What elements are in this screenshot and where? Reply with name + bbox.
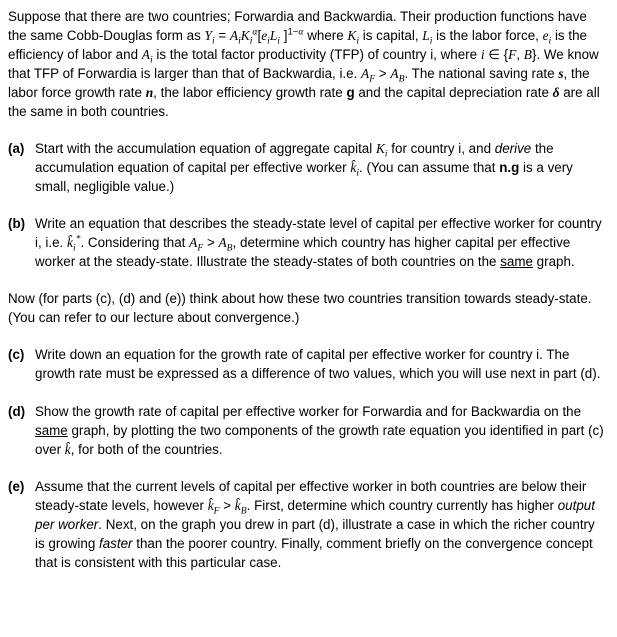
part-b-text: Write an equation that describes the steady-state level of capital per effective worker for country i, i.e. $k̂_i^*$. Considering that $A_F > A_B$, determine which country has higher capital per effective worker at the steady-state. Illustrate the steady-states of both countries on the same graph. [35, 216, 602, 270]
part-e-label: (e) [8, 478, 25, 494]
question-part-c [8, 345, 608, 383]
part-e-text: Assume that the current levels of capital per effective worker in both countries are below their steady-state levels, however $k̂_F$ > $k̂_B$. First, determine which country currently has higher output per worker. Next, on the graph you drew in part (d), illustrate a case in which the richer country is growing faster than the poorer country. Finally, comment briefly on the convergence concept that is consistent with this particular case. [35, 478, 595, 570]
part-d-label: (d) [8, 403, 26, 419]
part-a-text: Start with the accumulation equation of aggregate capital $K_i$ for country i, and derive the accumulation equation of capital per effective worker $k̂_i$. (You can assume that n.g is a very small, negligible value.) [35, 141, 573, 195]
question-part-b [8, 214, 608, 271]
part-b-label: (b) [8, 216, 26, 232]
intro-paragraph: Suppose that there are two countries; Forwardia and Backwardia. Their production functions have the same Cobb-Douglas form as $Y_i = A_iK_i^\alpha[e_iL_i$ ]$^{1-\alpha}$ where $K_i$ is capital, $L_i$ is the labor force, $e_i$ is the efficiency of labor and $A_i$ is the total factor productivity (TFP) of country i, where i ∈ {F, B}. We know that TFP of Forwardia is larger than that of Backwardia, i.e. $A_F > A_B$. The national saving rate s, the labor force growth rate n, the labor efficiency growth rate g and the capital depreciation rate δ are all the same in both countries. [8, 9, 600, 120]
question-part-d [8, 402, 608, 459]
transition-paragraph: Now (for parts (c), (d) and (e)) think about how these two countries transition towards steady-state. (You can refer to our lecture about convergence.) [8, 291, 592, 326]
question-part-e [8, 477, 608, 572]
question-part-a [8, 139, 608, 196]
part-d-text: Show the growth rate of capital per effective worker for Forwardia and for Backwardia on the same graph, by plotting the two components of the growth rate equation you identified in part (c) over k̂, for both of the countries. [35, 403, 604, 457]
part-c-label: (c) [8, 347, 25, 363]
part-c-text: Write down an equation for the growth rate of capital per effective worker for country i. The growth rate must be expressed as a difference of two values, which you will use next in part (d). [35, 347, 601, 382]
part-a-label: (a) [8, 141, 25, 157]
